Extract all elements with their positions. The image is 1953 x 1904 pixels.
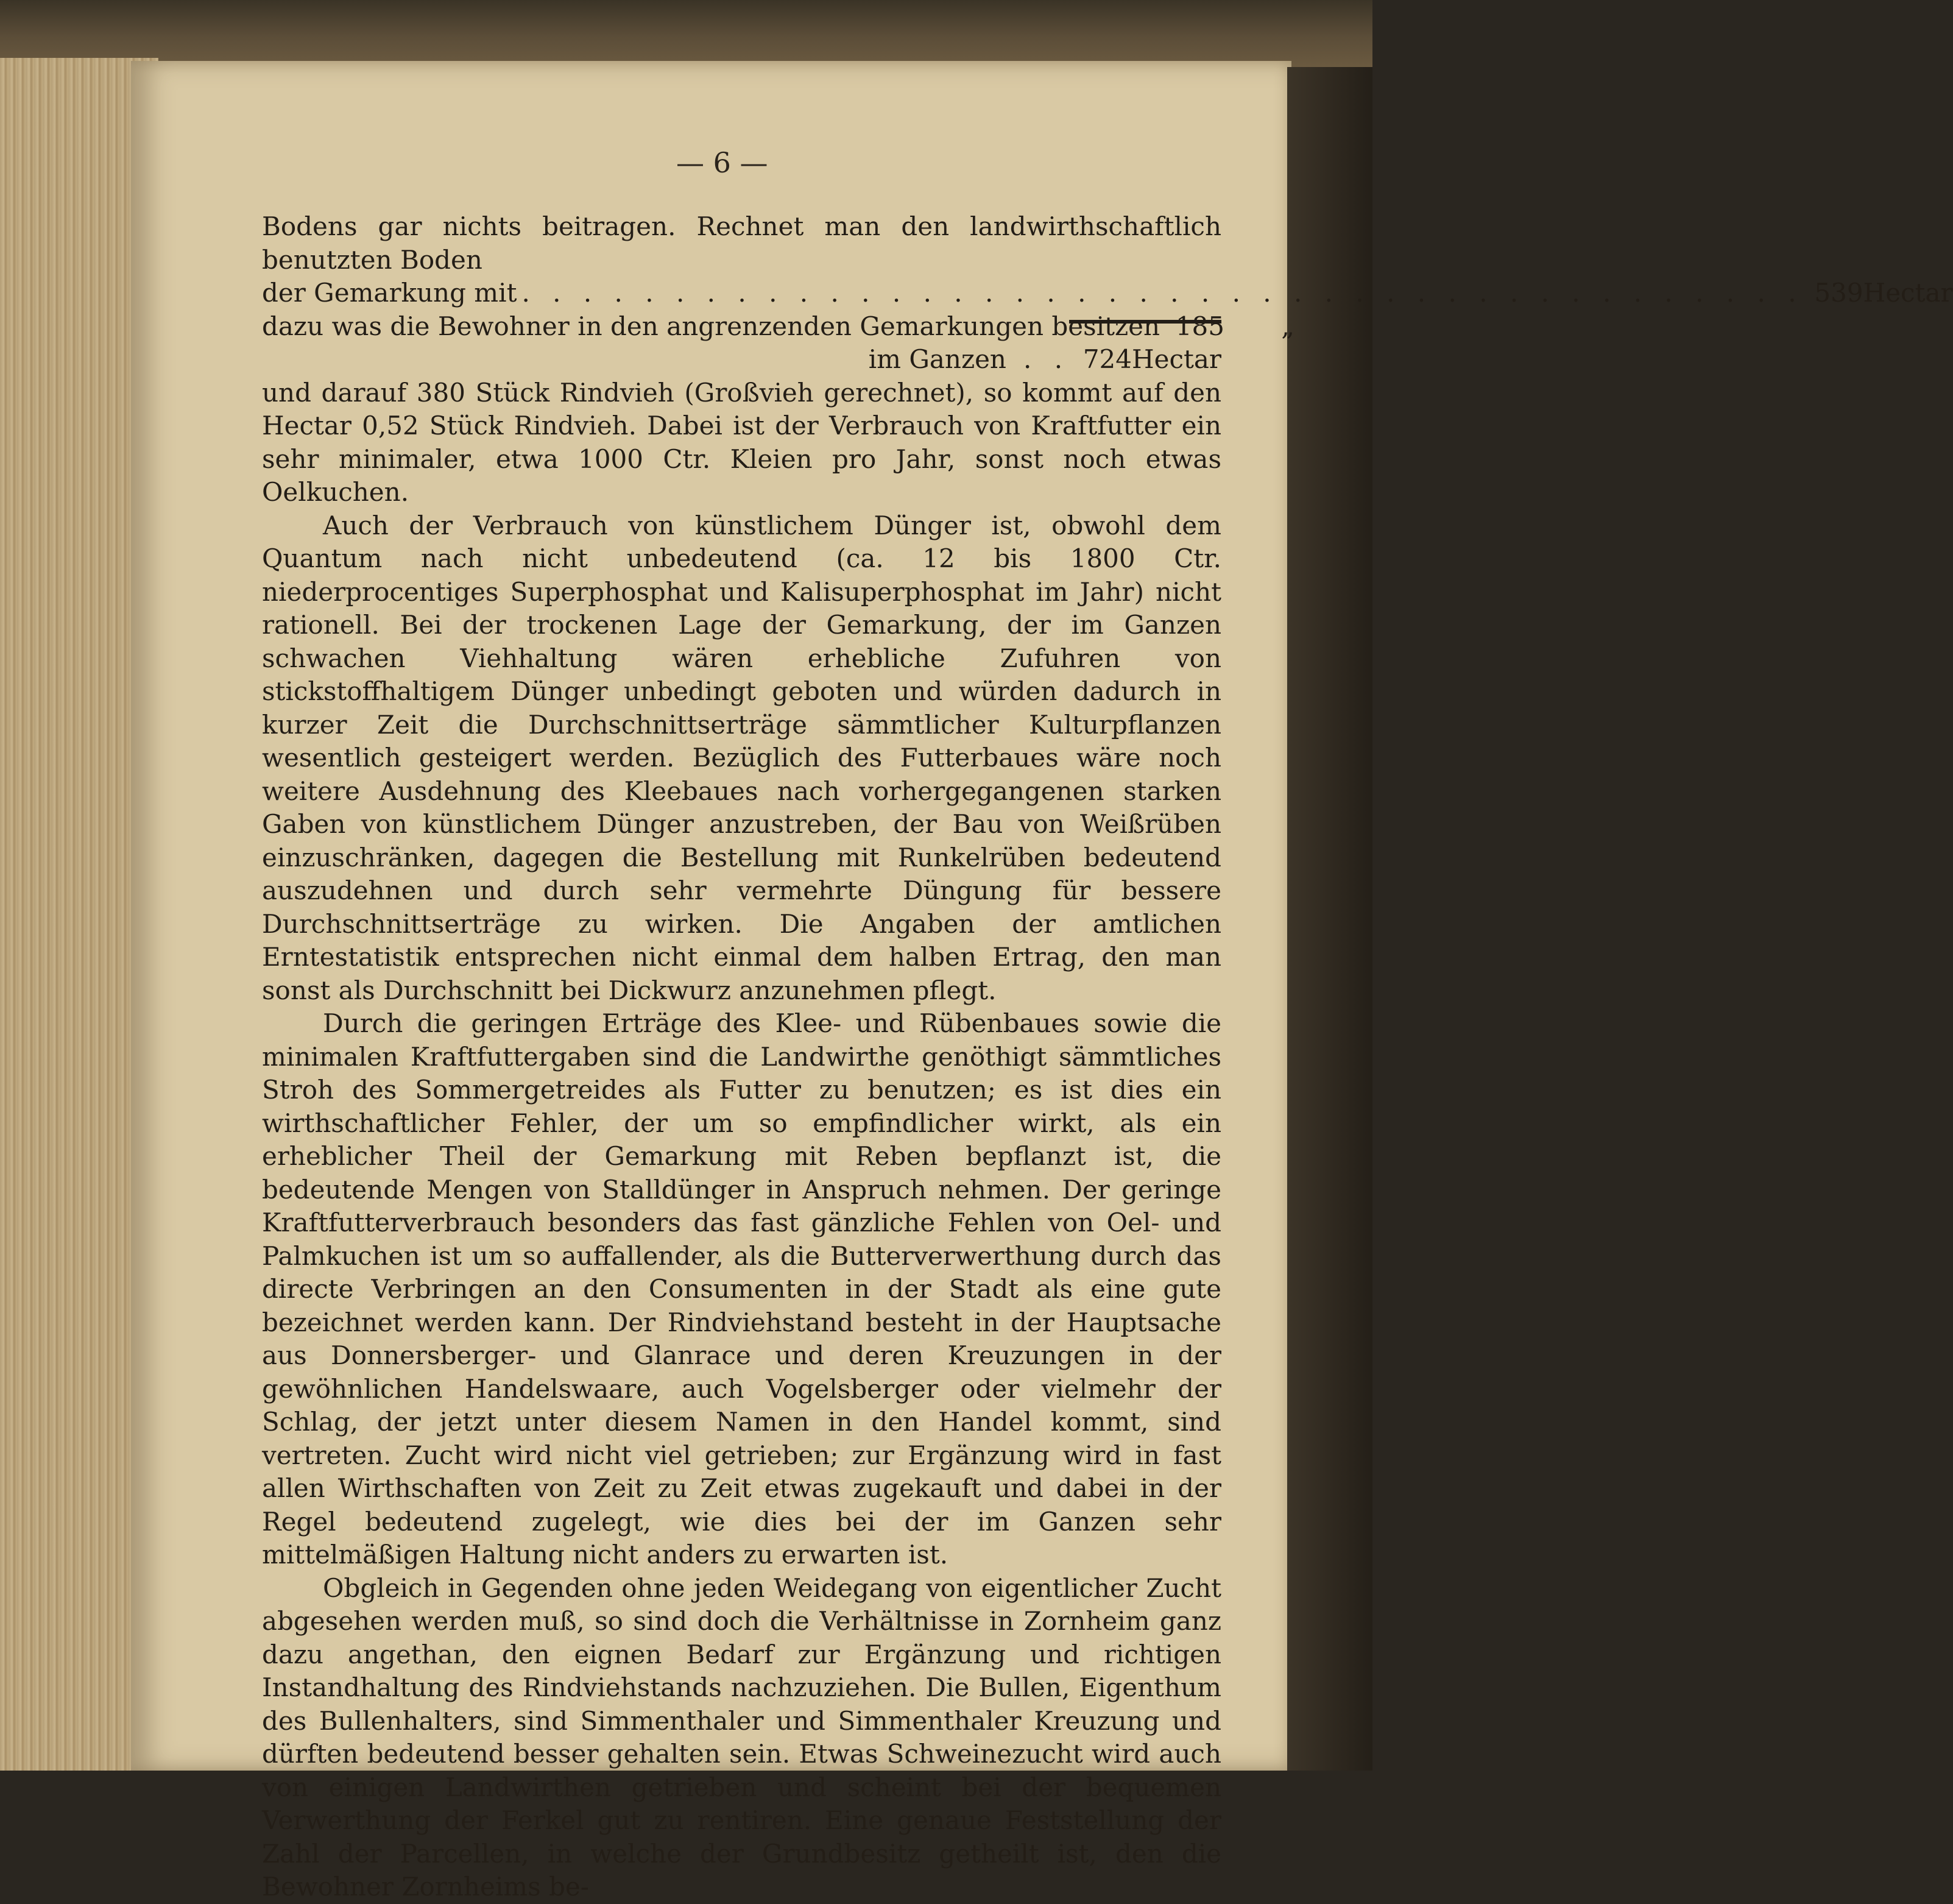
row-label: dazu was die Bewohner in den angrenzenden Gemarkungen besitzen: [262, 311, 1160, 341]
row-unit: Hectar: [1863, 278, 1953, 308]
paragraph: Obgleich in Gegenden ohne jeden Weidegang von eigentlicher Zucht abgesehen werden muß, so sind doch die Verhältnisse in Zornheim ganz dazu angethan, den eignen Bedarf zur Ergänzung und richtigen Instandhaltung des Rindviehstands nachzuziehen. Die Bullen, Eigenthum des Bullenhalters, sind Simmenthaler und Simmenthaler Kreuzung und dürften bedeutend besser gehalten sein. Etwas Schweinezucht wird auch von einigen Landwirthen getrieben und scheint bei der bequemen Verwerthung der Ferkel gut zu rentiren. Eine genaue Feststellung der Zahl der Parcellen, in welche der Grundbesitz getheilt ist, den die Bewohner Zornheims be-: [262, 1573, 1221, 1902]
row-value: 185: [1175, 311, 1224, 341]
row-unit: Hectar: [1132, 344, 1221, 374]
opening-line: Bodens gar nichts beitragen. Rechnet man den landwirthschaftlich benutzten Boden: [262, 211, 1221, 275]
row-label: im Ganzen: [868, 344, 1006, 374]
row-label: der Gemarkung mit: [262, 278, 517, 308]
page-number: — 6 —: [676, 146, 768, 179]
row-value: 724: [1082, 344, 1132, 374]
leader-dots: . .: [1023, 344, 1070, 374]
row-unit: „: [1281, 311, 1294, 341]
table-row-gemarkung: [262, 277, 1953, 310]
book-top-edge: [0, 0, 1372, 67]
table-row-angrenzend: [262, 310, 1294, 344]
sum-underline: [1069, 320, 1221, 324]
paragraph: Auch der Verbrauch von künstlichem Dünger ist, obwohl dem Quantum nach nicht unbedeutend (ca. 12 bis 1800 Ctr. niederprocentiges Superphosphat und Kalisuperphosphat im Jahr) nicht rationell. Bei der trockenen Lage der Gemarkung, der im Ganzen schwachen Viehhaltung wären erhebliche Zufuhren von stickstoffhaltigem Dünger unbedingt geboten und würden dadurch in kurzer Zeit die Durchschnittserträge sämmtlicher Kulturpflanzen wesentlich gesteigert werden. Bezüglich des Futterbaues wäre noch weitere Ausdehnung des Kleebaues nach vorhergegangenen starken Gaben von künstlichem Dünger anzustreben, der Bau von Weißrüben einzuschränken, dagegen die Bestellung mit Runkelrüben bedeutend auszudehnen und durch sehr vermehrte Düngung für bessere Durchschnittserträge zu wirken. Die Angaben der amtlichen Erntestatistik entsprechen nicht einmal dem halben Ertrag, den man sonst als Durchschnitt bei Dickwurz anzunehmen pflegt.: [262, 510, 1221, 1005]
paragraph: und darauf 380 Stück Rindvieh (Großvieh gerechnet), so kommt auf den Hectar 0,52 Stück Rindvieh. Dabei ist der Verbrauch von Kraftfutter ein sehr minimaler, etwa 1000 Ctr. Kleien pro Jahr, sonst noch etwas Oelkuchen.: [262, 377, 1221, 507]
table-row-total: [262, 343, 1221, 377]
row-value: 539: [1814, 278, 1863, 308]
book-right-edge: [1287, 67, 1372, 1771]
paragraph: Durch die geringen Erträge des Klee- und Rübenbaues sowie die minimalen Kraftfuttergaben sind die Landwirthe genöthigt sämmtliches Stroh des Sommergetreides als Futter zu benutzen; es ist dies ein wirthschaftlicher Fehler, der um so empfindlicher wirkt, als ein erheblicher Theil der Gemarkung mit Reben bepflanzt ist, die bedeutende Mengen von Stalldünger in Anspruch nehmen. Der geringe Kraftfutterverbrauch besonders das fast gänzliche Fehlen von Oel- und Palmkuchen ist um so auffallender, als die Butterverwerthung durch das directe Verbringen an den Consumenten in der Stadt als eine gute bezeichnet werden kann. Der Rindviehstand besteht in der Hauptsache aus Donnersberger- und Glanrace und deren Kreuzungen in der gewöhnlichen Handelswaare, auch Vogelsberger oder vielmehr der Schlag, der jetzt unter diesem Namen in den Handel kommt, sind vertreten. Zucht wird nicht viel getrieben; zur Ergänzung wird in fast allen Wirthschaften von Zeit zu Zeit etwas zugekauft und dabei in der Regel bedeutend zugelegt, wie dies bei der im Ganzen sehr mittelmäßigen Haltung nicht anders zu erwarten ist.: [262, 1008, 1221, 1570]
page-body: [262, 210, 1953, 1904]
leader-dots: . . . . . . . . . . . . . . . . . . . . . . . . . . . . . . . . . . . . . . . . . .: [521, 278, 1804, 308]
